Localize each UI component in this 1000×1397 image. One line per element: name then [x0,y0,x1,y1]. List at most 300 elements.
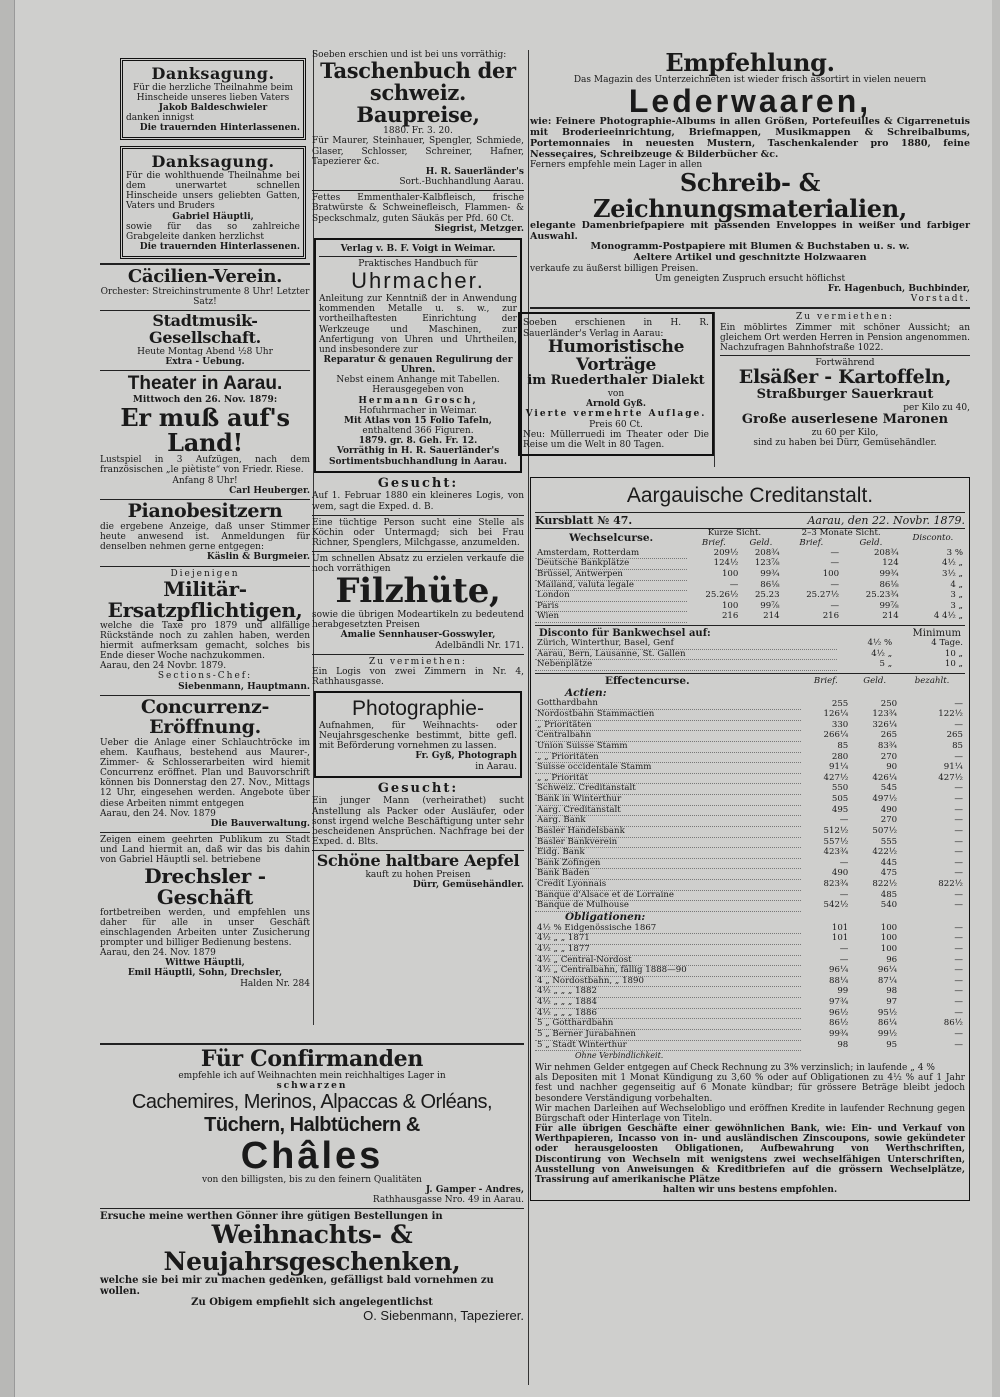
wechsel-row [535,591,965,602]
row-value: 497½ [872,794,898,804]
row-value: — [830,558,840,569]
credit-text: Wir machen Darleihen auf Wechselobligo und eröffnen Kredite in laufender Rechnung gegen Bürgschaft oder Hinterlage von Titeln. [535,1103,965,1124]
ad-body: Heute Montag Abend ½8 Uhr [137,347,273,358]
row-label: Credit Lyonnais [535,880,801,891]
row-label: 5 „ Stadt Winterthur [535,1040,801,1051]
row-value: 86⅛ [760,579,780,590]
ad-body: Ein Logis von zwei Zimmern in Nr. 4, Rathhausgasse. [312,666,524,688]
actien-row [535,763,965,774]
ad-aepfel [312,853,524,890]
row-value: — [954,889,963,900]
row-label: „ „ Prioritäten [535,752,801,763]
row-value: 91¼ [829,762,849,773]
column-1 [100,50,310,992]
row-label: 4½ „ Centralbahn, fällig 1888—90 [535,966,801,977]
row-value: 86⅛ [879,579,899,590]
actien-row [535,890,965,901]
row-value: 86½ [943,1018,963,1029]
ad-body: Soeben erschien und ist bei uns vorräthig: [312,50,507,60]
kursblatt-number: Kursblatt № 47. [535,514,633,528]
ad-title: Humoristische Vorträge [547,336,685,375]
ad-signature: sind zu haben bei Dürr, Gemüsehändler. [753,437,937,448]
actien-row [535,710,965,721]
ad-body: Um schnellen Absatz zu erzielen verkaufe die noch vorräthigen [312,554,524,575]
row-value: 90 [886,762,898,773]
ad-place: Aarau, den 24. Nov. 1879 [100,808,216,819]
ad-body: Auf 1. Februar 1880 ein kleineres Logis, von wem, sagt die Exped. d. B. [312,491,524,512]
row-value: 124½ [713,558,739,569]
ad-title: Gesucht: [377,780,459,796]
column-3 [523,48,970,1201]
row-value: 265 [946,730,963,741]
ad-goods: Tüchern, Halbtüchern & [204,1114,420,1136]
ad-body: welche sie bei mir zu machen gedenken, gefälligst bald vornehmen zu wollen. [100,1274,494,1298]
ad-signature: J. Gamper - Andres, [425,1184,524,1195]
row-value: 490 [831,868,849,879]
creditanstalt-title: Aargauische Creditanstalt. [626,484,874,508]
row-value: 490 [880,804,898,815]
ad-title: Filzhüte, [335,571,501,612]
row-value: 99⅞ [760,600,780,611]
actien-row [535,816,965,827]
row-label: Basler Handelsbank [535,826,801,837]
ad-title: Taschenbuch der schweiz. Baupreise, [320,58,516,128]
wechsel-title: Wechselcurse. [569,532,654,545]
row-value: 427½ [938,772,963,783]
section-label-text: Actien: [565,686,607,699]
ad-body: Ein möblirtes Zimmer mit schöner Aussicht; an gleichem Ort werden Herren in Pension angenommen. Nachzufragen Bahnhofstraße 1022. [720,322,970,353]
ad-body: Aufnahmen, für Weihnachts- oder Neujahrsgeschenke bestimmt, bitte gefl. mit Beförderung vornehmen zu lassen. [319,720,517,752]
ad-title: Militär-Ersatzpflichtigen, [107,576,303,622]
ad-taschenbuch [312,50,524,187]
row-label: 4½ „ Central-Nordost [535,955,801,966]
ad-drechsler [100,835,310,989]
ad-body: empfehle ich auf Weihnachten mein reichhaltiges Lager in [178,1071,446,1082]
row-value: 100 [721,568,739,579]
row-value: 99⅞ [879,600,899,611]
ad-goods: Cachemires, Merinos, Alpaccas & Orléans, [131,1091,493,1114]
row-value: 101 [831,922,849,933]
section-label [535,688,965,700]
ad-title: Gesucht: [377,475,459,491]
actien-row [535,848,965,859]
ad-title: Stadtmusik-Gesellschaft. [149,311,261,348]
row-value: 100 [721,600,739,611]
ad-signature: Käslin & Burgmeier. [206,552,310,563]
row-value: 123⅞ [754,558,780,569]
header-kurz: Kurze Sicht. [707,528,762,539]
kursblatt-date: Aarau, den 22. Novbr. 1879. [807,514,965,528]
ad-body: Ueber die Anlage einer Schlauchtröcke im ehem. Kaufhaus, bestehend aus Maurer-, Zimmer- & Schlosserarbeiten wird hiemit Concurrenz eröffnet. Plan und Bauvorschrift können bis Donnerstag den 27. Nov., Mittags 12 Uhr, eingesehen werden. Angebote über diese Arbeiten nimmt entgegen [100,737,310,809]
row-label: Nebenplätze [535,660,837,671]
row-value: — [954,1039,963,1050]
ad-signature: Fr. Gyß, Photograph [415,751,517,762]
section-label [535,911,965,923]
ad-body: Aeltere Artikel und geschnitzte Holzwaaren [633,252,867,264]
ad-title: Für Confirmanden [200,1046,424,1072]
actien-row [535,869,965,880]
row-value: 3½ „ [942,568,963,579]
row-value: 822½ [872,879,898,889]
row-value: 91¼ [943,762,963,773]
ad-address: Rathhausgasse Nro. 49 in Aarau. [372,1194,524,1205]
ad-name: Jakob Baldeschwieler [158,102,268,113]
row-value: — [954,1028,963,1039]
wechsel-row [535,569,965,580]
row-value: 99 [837,986,849,997]
obligation-row [535,1029,965,1040]
wechsel-row [535,559,965,570]
row-value: 423¾ [823,847,849,858]
row-value: — [839,954,849,965]
actien-row [535,720,965,731]
obligation-row [535,987,965,998]
row-value: — [954,847,963,858]
disconto-row [535,639,965,649]
row-value: 99¾ [760,568,780,579]
actien-row [535,880,965,891]
obligation-row [535,934,965,945]
ad-title: Elsäßer - Kartoffeln, [738,366,952,389]
ad-body: Anleitung zur Kenntniß der in Anwendung kommenden Metalle u. s. w., zur vortheilhaftesten Einrichtung der Werkzeuge und Maschinen, zur Anfertigung von Uhren und Uhrtheilen, und insbesondere zur [319,294,517,355]
ad-confirmanden [100,1048,524,1205]
actien-row [535,699,965,709]
ad-body: Um geneigten Zuspruch ersucht höflichst [654,273,846,284]
wechsel-row [535,612,965,623]
row-value: 550 [831,783,849,794]
row-value: — [954,857,963,868]
ad-price: zu 60 per Kilo, [811,427,879,438]
row-value: 97 [886,997,898,1007]
row-label: Centralbahn [535,731,801,742]
ad-signature: Siegrist, Metzger. [434,223,524,234]
row-value: 98 [837,1039,849,1050]
ad-title: Concurrenz-Eröffnung. [140,695,270,738]
ad-gesucht-1 [312,477,524,512]
ad-signature: Die trauernden Hinterlassenen. [139,242,300,253]
row-label: Bank Baden [535,869,801,880]
row-value: 123¾ [872,709,898,719]
row-value: 101 [831,933,849,944]
row-value: 555 [880,836,898,847]
ad-body: Fortwährend [815,358,875,368]
ad-body: danken innigst [126,113,194,124]
ad-gesucht-2 [312,782,524,847]
row-label: Aarg. Creditanstalt [535,805,801,816]
disconto-minimum-label: Minimum [912,628,961,639]
row-value: 100 [880,933,898,944]
row-value: 86¼ [877,1018,898,1029]
row-value: 485 [880,889,898,900]
ad-danksagung-2 [120,146,306,259]
row-label: Schweiz. Creditanstalt [535,784,801,795]
row-value: — [954,698,963,709]
actien-row [535,858,965,869]
ad-body: Extra - Uebung. [165,357,245,368]
ad-body: enthaltend 366 Figuren. [362,426,474,437]
row-label: 4½ „ „ „ 1884 [535,998,801,1009]
actien-row [535,826,965,837]
actien-row [535,805,965,816]
row-value: 3 „ [950,590,963,601]
ad-signature: Sort.-Buchhandlung Aarau. [399,177,524,188]
ad-address: Vorstadt. [910,294,970,305]
ad-body: Für die herzliche Theilnahme beim Hinscheide unseres lieben Vaters [132,82,294,103]
ad-signature: O. Siebenmann, Tapezierer. [363,1307,524,1323]
ad-signature: H. R. Sauerländer's [425,166,524,177]
row-label: Aarau, Bern, Lausanne, St. Gallen [535,649,837,660]
row-value: — [954,719,963,730]
ad-title: Drechsler - Geschäft [144,863,266,909]
row-label: Zürich, Winterthur, Basel, Genf [535,639,837,649]
header-brief: Brief. [813,675,838,686]
ad-filzhuete [312,554,524,651]
column-rule-2 [528,50,529,1385]
ad-body: wie: Feinere Photographie-Albums in allen Größen, Portefeuilles & Cigarrenetuis mit Broderieeinrichtung, Briefmappen, Musikmappen & Schreibalbums, Portemonnaies in neuesten Mustern, Taschenkalender pro 1880, feine Nesseçaires, Schreibzeuge & Bilderbücher &c. [530,116,970,160]
ad-body: verkaufe zu äußerst billigen Preisen. [530,263,699,274]
row-value: — [954,751,963,762]
row-value: — [954,783,963,794]
ad-humor [518,312,714,456]
row-value: — [954,825,963,836]
ad-date: Mittwoch den 26. Nov. 1879: [132,394,278,405]
row-value: 122½ [938,709,963,719]
ad-caecilien [100,268,310,307]
ad-body: Soeben erschienen in H. R. Sauerländer's Verlag in Aarau: [523,318,709,339]
row-label: 4½ „ „ „ 1886 [535,1008,801,1019]
row-value: — [954,1007,963,1018]
row-label: Union Suisse Stamm [535,741,801,752]
row-label: Deutsche Bankplätze [535,559,687,570]
row-value: 209½ [713,547,739,558]
row-value: 475 [880,868,898,879]
row-value: 83¾ [877,740,898,751]
row-value: 96 [886,954,898,965]
actien-row [535,731,965,742]
ad-chales: Châles [240,1134,384,1177]
ad-body: Monogramm-Postpapiere mit Blumen & Buchstaben u. s. w. [590,241,910,253]
row-value: 542½ [823,900,849,911]
ad-photographie [314,691,522,778]
obligation-row [535,998,965,1009]
row-value: — [954,804,963,815]
ad-body: welche die Taxe pro 1879 und allfällige Rückstände noch zu zahlen haben, werden hiermit aufmerksam gemacht, solches bis Ende dieser Woche nachzukommen. [100,620,310,662]
header-disconto: Disconto. [912,533,954,544]
ad-title: Zu vermiethen: [796,312,894,323]
row-value: — [839,857,849,868]
ad-body: Zu Obigem empfiehlt sich angelegentlichst [191,1297,433,1309]
effecten-table [535,676,965,1051]
row-value: 25.23¾ [865,590,899,601]
ad-signature: Carl Heuberger. [229,485,310,496]
row-value: 505 [831,794,849,804]
ad-author: Arnold Gyß. [585,399,646,410]
ad-body: Ersuche meine werthen Gönner ihre gütigen Bestellungen in [100,1211,443,1223]
disconto-row [535,649,965,660]
ad-body: Vierte vermehrte Auflage. [525,409,707,420]
row-value: — [954,943,963,954]
ad-title: Danksagung. [151,64,275,83]
ad-price: 1879. gr. 8. Geh. Fr. 12. [358,436,478,447]
ad-empfehlung [530,50,970,304]
row-label: 5 „ Gotthardbahn [535,1019,801,1030]
ad-play-title: Er muß auf's Land! [120,402,290,458]
row-value: 545 [880,783,898,794]
row-value: 4 4½ „ [933,611,963,622]
obligation-row [535,924,965,934]
row-value: 250 [880,698,898,709]
actien-row [535,741,965,752]
ohne-verbindlichkeit: Ohne Verbindlichkeit. [575,1051,664,1061]
row-value: 100 [880,922,898,933]
ad-body: die ergebene Anzeige, daß unser Stimmer heute anwesend ist. Anmeldungen für denselben nehmen gerne entgegen: [100,521,310,553]
row-value: 25.26½ [705,590,739,601]
row-value: — [954,900,963,911]
ad-body: Praktisches Handbuch für [358,259,478,270]
row-value: 10 „ [944,648,963,659]
header-geld: Geld. [859,538,883,548]
ad-stadtmusik [100,313,310,367]
wechsel-row [535,601,965,612]
ad-body: Straßburger Sauerkraut [756,387,934,403]
ad-body: Vorräthig in H. R. Sauerländer's Sortimentsbuchhandlung in Aarau. [328,446,507,467]
ad-body: schwarzen [276,1081,348,1092]
ad-concurrenz [100,695,310,829]
row-value: 3 % [946,547,963,558]
column-2 [312,50,524,893]
row-value: 265 [880,730,898,741]
ad-title: Photographie- [352,697,484,721]
row-label: Mailand, valuta legale [535,580,687,591]
ad-body: Anfang 8 Uhr! [172,475,238,486]
ad-danksagung-1 [120,58,306,140]
ad-body: Eine tüchtige Person sucht eine Stelle als Köchin oder Untermagd; sich bei Frau Richner, Spenglers, Milchgasse, anzumelden. [312,517,524,548]
row-value: 330 [831,719,849,730]
row-label: Wien [535,612,687,623]
row-value: 512½ [823,825,849,836]
row-value: 96½ [829,1007,849,1018]
ad-body: Hofuhrmacher in Weimar. [358,405,478,416]
row-value: — [954,794,963,804]
row-label: Eidg. Bank [535,848,801,859]
row-label: London [535,591,687,602]
ad-name: Gabriel Häuptli, [172,211,254,222]
ad-body: Neu: Müllerruedi im Theater oder Die Reise um die Welt in 80 Tagen. [523,429,709,450]
row-label: 5 „ Berner Jurabahnen [535,1029,801,1040]
ad-signature: Dürr, Gemüsehändler. [412,880,524,891]
row-value: — [839,889,849,900]
ad-body: von [607,389,625,400]
row-value: 445 [880,857,898,868]
row-value: 427½ [823,772,849,783]
row-value: 97¾ [829,997,849,1007]
newspaper-page [100,50,980,1385]
ad-zimmer-kartoffel [720,312,970,448]
row-value: — [830,600,840,611]
row-value: 4 Tage. [931,638,963,649]
row-label: Bank in Winterthur [535,795,801,806]
ad-body: Sections-Chef: [157,671,253,682]
row-value: 3 „ [950,600,963,611]
row-humor-zimmer [523,312,970,467]
actien-row [535,901,965,912]
row-value: 214 [882,611,899,622]
row-value: 25.27½ [806,590,840,601]
row-value: 95 [886,1039,898,1050]
ad-title: Schreib- & Zeichnungsmaterialien, [593,168,907,223]
ad-title: Schöne haltbare Aepfel [316,851,520,871]
ad-body: Nebst einem Anhange mit Tabellen. Herausgegeben von [336,375,500,396]
section-label-text: Obligationen: [565,910,646,923]
ad-signature: Fr. Hagenbuch, Buchbinder, [827,284,970,295]
row-value: 208¾ [873,547,899,558]
row-value: 100 [822,568,840,579]
ad-body: sowie für das so zahlreiche Grabgeleite danken herzlichst [126,221,300,242]
row-label: 4½ % Eidgenössische 1867 [535,924,801,934]
header-brief: Brief. [799,538,824,548]
ad-theater [100,373,310,496]
row-value: — [729,579,739,590]
row-label: 4 „ Nordostbahn, „ 1890 [535,976,801,987]
header-brief: Brief. [701,538,726,548]
wechsel-row [535,580,965,591]
ad-body: Große auserlesene Maronen [741,411,949,427]
row-value: 823¾ [823,879,849,889]
row-value: 99¾ [829,1028,849,1039]
row-value: 99¾ [879,568,899,579]
ad-body: Ein junger Mann (verheirathet) sucht Anstellung als Packer oder Ausläufer, oder sonst irgend welche Beschäftigung unter sehr bescheidenen Ansprüchen. Nachfrage bei der Exped. d. Blts. [312,796,524,848]
ad-title: Cäcilien-Verein. [127,266,283,288]
row-value: 507½ [872,825,898,836]
effecten-title: Effectencurse. [605,674,690,687]
row-value: 822½ [938,879,963,889]
ad-title: Danksagung. [151,152,275,172]
row-value: 96¼ [877,965,898,976]
row-value: — [954,933,963,944]
ad-leder-title: Lederwaaren, [628,83,872,120]
row-label: Paris [535,601,687,612]
ad-person [312,518,524,548]
ad-address: Adelbändli Nr. 171. [435,640,524,651]
row-value: 5 „ [879,659,893,670]
row-value: — [954,868,963,879]
row-label: Aarg. Bank [535,816,801,827]
row-value: 540 [880,900,898,911]
ad-publisher: Verlag v. B. F. Voigt in Weimar. [340,243,496,254]
row-value: — [954,997,963,1007]
ad-piano [100,499,310,563]
row-value: 266¼ [823,730,849,741]
row-value: 280 [831,751,849,762]
row-value: 4½ „ [942,558,963,569]
ad-uhrmacher [314,238,522,473]
row-value: 126¼ [823,709,849,719]
row-label: Banque de Mulhouse [535,901,801,912]
ad-signature: Die Bauverwaltung. [210,818,310,829]
row-value: — [839,815,849,826]
ad-title: Pianobesitzern [127,499,283,522]
row-label: Basler Bankverein [535,837,801,848]
row-label: 4½ „ „ 1871 [535,934,801,945]
ad-signature: Die trauernden Hinterlassenen. [139,123,300,134]
credit-text: Für alle übrigen Geschäfte einer gewöhnlichen Bank, wie: Ein- und Verkauf von Werthpapieren, Incasso von in- und ausländischen Zinscoupons, sowie gekündeter oder herausgeloosten Obligationen, Aufbewahrung von Werthschriften, Discontirung von Wechseln mit wenigstens zwei wechselfähigen Unterschriften, Ausstellung von Anweisungen & Kreditbriefen auf die grössern Wechselplätze, Trassirung auf amerikanische Plätze [535,1124,965,1185]
ad-signature: Emil Häuptli, Sohn, Drechsler, [127,968,283,979]
row-value: 4½ % [867,638,893,649]
row-value: 4½ „ [871,648,893,659]
row-value: 326¼ [872,719,898,730]
actien-row [535,837,965,848]
ad-signature: Amalie Sennhauser-Gosswyler, [340,630,496,641]
